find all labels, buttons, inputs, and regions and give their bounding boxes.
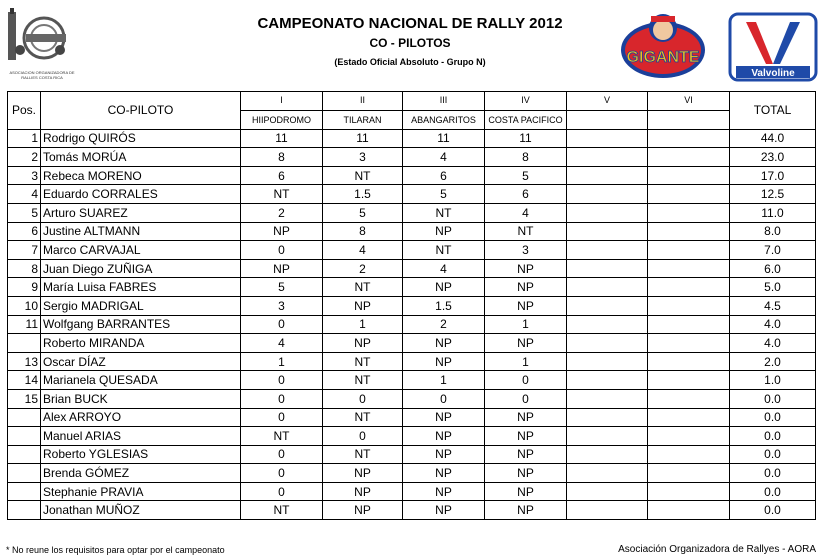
table-row: [8, 464, 816, 483]
row-event-result: 8: [323, 222, 403, 241]
row-event-result: 1: [323, 315, 403, 334]
row-event-result: NT: [323, 408, 403, 427]
row-position: [8, 501, 41, 520]
row-event-result: [648, 427, 730, 446]
event-venue: HIIPODROMO: [241, 110, 323, 129]
row-name: Wolfgang BARRANTES: [41, 315, 241, 334]
row-position: 7: [8, 241, 41, 260]
row-event-result: NP: [323, 482, 403, 501]
row-event-result: [567, 501, 648, 520]
row-event-result: NT: [323, 445, 403, 464]
row-event-result: NP: [485, 464, 567, 483]
row-event-result: 2: [241, 203, 323, 222]
table-row: [8, 482, 816, 501]
row-event-result: [567, 241, 648, 260]
row-event-result: [648, 389, 730, 408]
row-name: Stephanie PRAVIA: [41, 482, 241, 501]
row-name: María Luisa FABRES: [41, 278, 241, 297]
row-event-result: [567, 203, 648, 222]
row-total: 7.0: [730, 241, 816, 260]
event-roman: VI: [648, 92, 730, 111]
row-event-result: NP: [485, 408, 567, 427]
row-event-result: [567, 334, 648, 353]
row-position: 14: [8, 371, 41, 390]
row-event-result: 4: [323, 241, 403, 260]
row-position: [8, 408, 41, 427]
row-event-result: NP: [403, 334, 485, 353]
row-event-result: 11: [241, 129, 323, 148]
table-row: [8, 148, 816, 167]
row-position: 10: [8, 296, 41, 315]
row-name: Rodrigo QUIRÓS: [41, 129, 241, 148]
table-row: [8, 296, 816, 315]
row-name: Roberto YGLESIAS: [41, 445, 241, 464]
table-row: [8, 259, 816, 278]
row-total: 0.0: [730, 482, 816, 501]
row-event-result: NT: [323, 278, 403, 297]
row-total: 0.0: [730, 389, 816, 408]
valvoline-logo-text: Valvoline: [751, 68, 795, 79]
row-event-result: NP: [241, 222, 323, 241]
row-event-result: 0: [241, 464, 323, 483]
row-total: 4.5: [730, 296, 816, 315]
row-event-result: NP: [323, 334, 403, 353]
row-event-result: 0: [485, 389, 567, 408]
row-event-result: 4: [403, 148, 485, 167]
header: [0, 0, 824, 90]
row-event-result: [648, 166, 730, 185]
table-row: [8, 427, 816, 446]
row-event-result: 4: [485, 203, 567, 222]
row-event-result: [648, 445, 730, 464]
footer-org: Asociación Organizadora de Rallyes - AORA: [618, 544, 816, 555]
row-event-result: [567, 129, 648, 148]
row-event-result: 5: [241, 278, 323, 297]
table-row: [8, 222, 816, 241]
row-event-result: NP: [323, 501, 403, 520]
row-event-result: NP: [485, 334, 567, 353]
row-position: 6: [8, 222, 41, 241]
row-name: Tomás MORÚA: [41, 148, 241, 167]
row-event-result: NP: [403, 408, 485, 427]
row-total: 23.0: [730, 148, 816, 167]
row-event-result: [648, 408, 730, 427]
row-name: Marianela QUESADA: [41, 371, 241, 390]
row-name: Jonathan MUÑOZ: [41, 501, 241, 520]
row-event-result: [567, 278, 648, 297]
title-block: [200, 14, 620, 69]
row-event-result: NT: [403, 203, 485, 222]
row-event-result: 2: [323, 259, 403, 278]
row-event-result: [648, 315, 730, 334]
row-event-result: [567, 482, 648, 501]
aora-logo: [4, 6, 75, 82]
row-total: 0.0: [730, 445, 816, 464]
row-position: [8, 427, 41, 446]
row-event-result: 1: [485, 352, 567, 371]
row-position: 15: [8, 389, 41, 408]
row-position: 5: [8, 203, 41, 222]
row-event-result: NP: [485, 482, 567, 501]
row-position: [8, 464, 41, 483]
row-position: 1: [8, 129, 41, 148]
aora-emblem-icon: [4, 6, 72, 70]
row-event-result: [567, 185, 648, 204]
page-subtitle: CO - PILOTOS: [369, 36, 451, 50]
row-name: Eduardo CORRALES: [41, 185, 241, 204]
event-venue: TILARAN: [323, 110, 403, 129]
row-position: 9: [8, 278, 41, 297]
row-name: Brian BUCK: [41, 389, 241, 408]
row-event-result: [648, 352, 730, 371]
row-event-result: NP: [485, 445, 567, 464]
row-event-result: [567, 148, 648, 167]
row-event-result: NP: [323, 296, 403, 315]
row-event-result: 1.5: [403, 296, 485, 315]
col-name-header: CO-PILOTO: [41, 92, 241, 130]
valvoline-logo: [728, 12, 818, 84]
row-event-result: [648, 482, 730, 501]
row-event-result: NT: [241, 501, 323, 520]
row-event-result: NT: [403, 241, 485, 260]
row-event-result: 0: [241, 482, 323, 501]
row-event-result: [648, 296, 730, 315]
table-row: [8, 278, 816, 297]
row-event-result: NP: [403, 464, 485, 483]
row-position: 2: [8, 148, 41, 167]
row-event-result: NP: [403, 278, 485, 297]
row-name: Justine ALTMANN: [41, 222, 241, 241]
table-row: [8, 408, 816, 427]
row-event-result: 11: [485, 129, 567, 148]
page-title: CAMPEONATO NACIONAL DE RALLY 2012: [257, 15, 563, 32]
row-event-result: 6: [241, 166, 323, 185]
table-row: [8, 166, 816, 185]
event-venue: COSTA PACIFICO: [485, 110, 567, 129]
row-event-result: [648, 203, 730, 222]
row-total: 0.0: [730, 464, 816, 483]
standings-body: [8, 129, 816, 519]
row-name: Oscar DÍAZ: [41, 352, 241, 371]
event-venue: ABANGARITOS: [403, 110, 485, 129]
row-total: 0.0: [730, 427, 816, 446]
col-pos-header: Pos.: [8, 92, 41, 130]
row-event-result: 0: [485, 371, 567, 390]
row-event-result: [648, 371, 730, 390]
row-event-result: NP: [485, 278, 567, 297]
row-total: 6.0: [730, 259, 816, 278]
row-event-result: [567, 222, 648, 241]
row-event-result: [648, 278, 730, 297]
row-event-result: [648, 501, 730, 520]
row-event-result: [648, 129, 730, 148]
row-total: 4.0: [730, 334, 816, 353]
row-event-result: [648, 185, 730, 204]
row-event-result: NT: [485, 222, 567, 241]
row-position: 13: [8, 352, 41, 371]
event-roman: I: [241, 92, 323, 111]
row-event-result: 0: [323, 427, 403, 446]
row-event-result: [648, 222, 730, 241]
row-event-result: NT: [241, 427, 323, 446]
row-event-result: [648, 334, 730, 353]
aora-logo-caption: ASOCIACION ORGANIZADORA DE RALLIES COSTA RICA: [9, 70, 75, 80]
row-position: 11: [8, 315, 41, 334]
event-venue: [648, 110, 730, 129]
row-event-result: 11: [323, 129, 403, 148]
row-event-result: 5: [403, 185, 485, 204]
table-row: [8, 241, 816, 260]
row-event-result: NP: [485, 259, 567, 278]
row-total: 2.0: [730, 352, 816, 371]
row-event-result: 6: [485, 185, 567, 204]
row-event-result: 1: [241, 352, 323, 371]
status-text: (Estado Oficial Absoluto - Grupo N): [334, 57, 486, 67]
footer-note: * No reune los requisitos para optar por el campeonato: [6, 545, 225, 555]
row-event-result: 0: [241, 371, 323, 390]
gigante-logo: [617, 10, 709, 82]
row-event-result: 0: [241, 389, 323, 408]
row-event-result: [567, 315, 648, 334]
row-event-result: [567, 166, 648, 185]
row-event-result: 6: [403, 166, 485, 185]
row-total: 1.0: [730, 371, 816, 390]
row-event-result: NP: [403, 427, 485, 446]
table-row: [8, 185, 816, 204]
row-event-result: NP: [485, 427, 567, 446]
table-row: [8, 501, 816, 520]
row-total: 0.0: [730, 501, 816, 520]
row-position: [8, 445, 41, 464]
row-event-result: 0: [323, 389, 403, 408]
row-position: [8, 334, 41, 353]
row-total: 0.0: [730, 408, 816, 427]
row-event-result: [567, 427, 648, 446]
table-row: [8, 389, 816, 408]
row-event-result: 1: [403, 371, 485, 390]
table-row: [8, 129, 816, 148]
table-row: [8, 203, 816, 222]
row-event-result: 8: [485, 148, 567, 167]
row-name: Alex ARROYO: [41, 408, 241, 427]
event-roman: V: [567, 92, 648, 111]
row-event-result: 3: [323, 148, 403, 167]
row-event-result: 11: [403, 129, 485, 148]
row-event-result: [648, 259, 730, 278]
row-name: Rebeca MORENO: [41, 166, 241, 185]
row-position: [8, 482, 41, 501]
row-position: 3: [8, 166, 41, 185]
table-row: [8, 352, 816, 371]
row-event-result: [567, 445, 648, 464]
row-total: 4.0: [730, 315, 816, 334]
row-event-result: NP: [403, 352, 485, 371]
row-total: 5.0: [730, 278, 816, 297]
row-event-result: [648, 148, 730, 167]
row-name: Marco CARVAJAL: [41, 241, 241, 260]
event-venue: [567, 110, 648, 129]
row-event-result: 0: [241, 408, 323, 427]
row-event-result: 5: [323, 203, 403, 222]
row-event-result: 2: [403, 315, 485, 334]
row-event-result: 8: [241, 148, 323, 167]
row-event-result: 4: [241, 334, 323, 353]
col-total-header: TOTAL: [730, 92, 816, 130]
row-total: 8.0: [730, 222, 816, 241]
row-position: 4: [8, 185, 41, 204]
row-event-result: 0: [241, 315, 323, 334]
row-event-result: [648, 464, 730, 483]
row-event-result: [567, 352, 648, 371]
row-event-result: NT: [241, 185, 323, 204]
row-event-result: 1.5: [323, 185, 403, 204]
row-event-result: NP: [403, 501, 485, 520]
row-event-result: NT: [323, 371, 403, 390]
row-total: 11.0: [730, 203, 816, 222]
row-name: Sergio MADRIGAL: [41, 296, 241, 315]
row-name: Arturo SUAREZ: [41, 203, 241, 222]
row-event-result: 0: [241, 445, 323, 464]
row-event-result: [567, 464, 648, 483]
row-position: 8: [8, 259, 41, 278]
standings-table: [7, 91, 816, 520]
event-roman: IV: [485, 92, 567, 111]
row-total: 44.0: [730, 129, 816, 148]
row-event-result: NP: [241, 259, 323, 278]
gigante-logo-text: GIGANTE: [626, 49, 700, 66]
row-event-result: [567, 389, 648, 408]
row-event-result: NT: [323, 166, 403, 185]
event-roman: III: [403, 92, 485, 111]
row-event-result: 5: [485, 166, 567, 185]
table-row: [8, 371, 816, 390]
row-event-result: NP: [403, 222, 485, 241]
row-event-result: NP: [485, 501, 567, 520]
row-event-result: 0: [403, 389, 485, 408]
table-row: [8, 315, 816, 334]
row-event-result: [567, 371, 648, 390]
row-event-result: 3: [485, 241, 567, 260]
header-row-roman: [8, 92, 816, 111]
row-name: Manuel ARIAS: [41, 427, 241, 446]
row-event-result: 4: [403, 259, 485, 278]
row-event-result: [567, 296, 648, 315]
row-event-result: [567, 259, 648, 278]
row-total: 17.0: [730, 166, 816, 185]
row-name: Juan Diego ZUÑIGA: [41, 259, 241, 278]
table-row: [8, 445, 816, 464]
row-name: Roberto MIRANDA: [41, 334, 241, 353]
row-name: Brenda GÓMEZ: [41, 464, 241, 483]
row-event-result: NP: [403, 482, 485, 501]
row-event-result: [648, 241, 730, 260]
row-event-result: [567, 408, 648, 427]
row-event-result: 3: [241, 296, 323, 315]
table-row: [8, 334, 816, 353]
row-event-result: NP: [485, 296, 567, 315]
row-event-result: NP: [323, 464, 403, 483]
row-event-result: NT: [323, 352, 403, 371]
event-roman: II: [323, 92, 403, 111]
row-total: 12.5: [730, 185, 816, 204]
row-event-result: NP: [403, 445, 485, 464]
row-event-result: 1: [485, 315, 567, 334]
row-event-result: 0: [241, 241, 323, 260]
